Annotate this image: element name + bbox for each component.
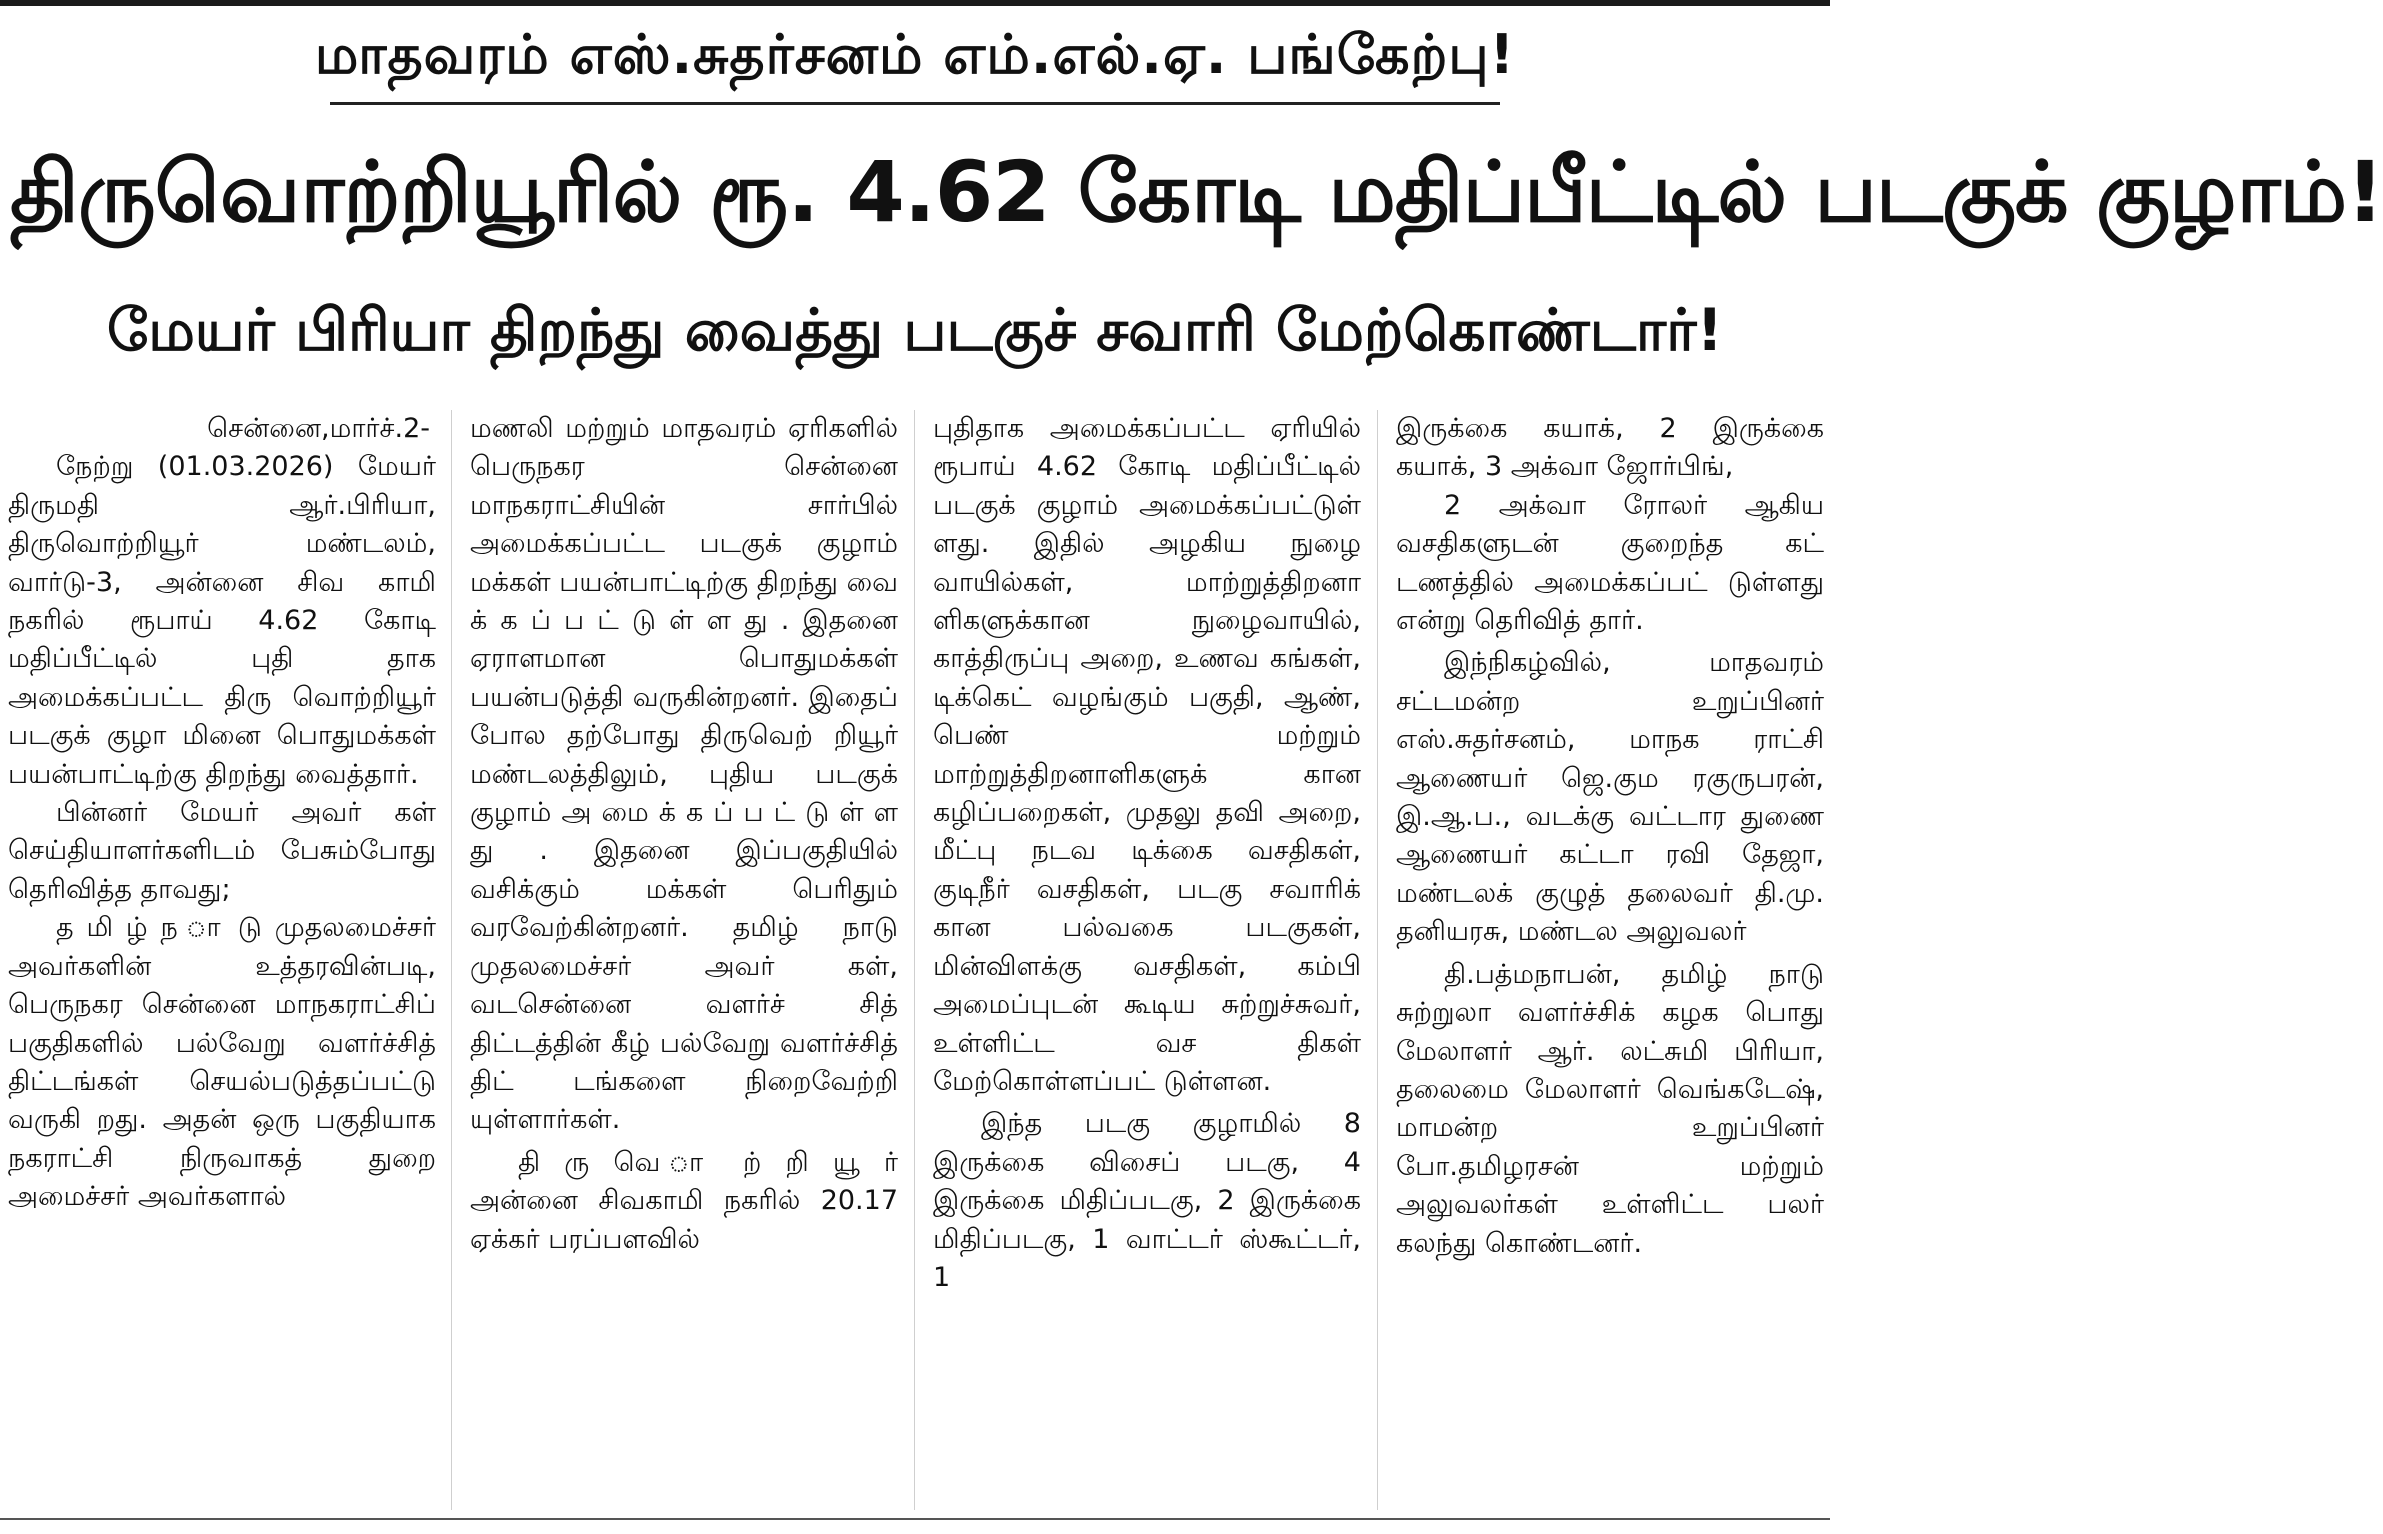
sub-headline: மேயர் பிரியா திறந்து வைத்து படகுச் சவாரி மேற்கொண்டார்! [107, 296, 1723, 364]
kicker-headline: மாதவரம் எஸ்.சுதர்சனம் எம்.எல்.ஏ. பங்கேற்பு! [314, 23, 1516, 86]
article-column-2 [470, 410, 898, 1510]
paragraph: 2 அக்வா ரோலர் ஆகிய வசதிகளுடன் குறைந்த கட் டணத்தில் அமைக்கப்பட் டுள்ளது என்று தெரிவித் தார். [1396, 489, 1824, 637]
paragraph: புதிதாக அமைக்கப்பட்ட ஏரியில் ரூபாய் 4.62 கோடி மதிப்பீட்டில் படகுக் குழாம் அமைக்கப்பட்டுள் ளது. இதில் அழகிய நுழை வாயில்கள், மாற்றுத்திறனா ளிகளுக்கான நுழைவாயில், காத்திருப்பு அறை, உணவ கங்கள், டிக்கெட் வழங்கும் பகுதி, ஆண், பெண் மற்றும் மாற்றுத்திறனாளிகளுக் கான கழிப்பறைகள், முதலு தவி அறை, மீட்பு நடவ டிக்கை வசதிகள், குடிநீர் வசதிகள், படகு சவாரிக் கான பல்வகை படகுகள், மின்விளக்கு வசதிகள், கம்பி அமைப்புடன் கூடிய சுற்றுச்சுவர், உள்ளிட்ட வச திகள் மேற்கொள்ளப்பட் டுள்ளன. [933, 413, 1361, 1097]
article-body [8, 410, 1824, 1510]
paragraph: பின்னர் மேயர் அவர் கள் செய்தியாளர்களிடம் பேசும்போது தெரிவித்த தாவது; [8, 797, 436, 905]
paragraph: தி ரு வெ ா ற் றி யூ ர் அன்னை சிவகாமி நகரில் 20.17 ஏக்கர் பரப்பளவில் [470, 1146, 898, 1255]
main-headline: திருவொற்றியூரில் ரூ. 4.62 கோடி மதிப்பீட்டில் படகுக் குழாம்! [10, 143, 2383, 241]
paragraph: இந்நிகழ்வில், மாதவரம் சட்டமன்ற உறுப்பினர் எஸ்.சுதர்சனம், மாநக ராட்சி ஆணையர் ஜெ.கும ரகுருபரன், இ.ஆ.ப., வடக்கு வட்டார துணை ஆணையர் கட்டா ரவி தேஜா, மண்டலக் குழுத் தலைவர் தி.மு. தனியரசு, மண்டல அலுவலர் [1396, 647, 1824, 948]
dateline: சென்னை,மார்ச்.2- [207, 413, 430, 444]
paragraph: இந்த படகு குழாமில் 8 இருக்கை விசைப் படகு, 4 இருக்கை மிதிப்படகு, 2 இருக்கை மிதிப்படகு, 1 வாட்டர் ஸ்கூட்டர், 1 [933, 1108, 1361, 1293]
article-column-4 [1396, 410, 1824, 1510]
paragraph: மணலி மற்றும் மாதவரம் ஏரிகளில் பெருநகர சென்னை மாநகராட்சியின் சார்பில் அமைக்கப்பட்ட படகுக் குழாம் மக்கள் பயன்பாட்டிற்கு திறந்து வை க் க ப் ப ட் டு ள் ள து . இதனை ஏராளமான பொதுமக்கள் பயன்படுத்தி வருகின்றனர். இதைப் போல தற்போது திருவெற் றியூர் மண்டலத்திலும், புதிய படகுக் குழாம் அ மை க் க ப் ப ட் டு ள் ள து . இதனை இப்பகுதியில் வசிக்கும் மக்கள் பெரிதும் வரவேற்கின்றனர். தமிழ் நாடு முதலமைச்சர் அவர் கள், வடசென்னை வளர்ச் சித் திட்டத்தின் கீழ் பல்வேறு வளர்ச்சித் திட் டங்களை நிறைவேற்றி யுள்ளார்கள். [470, 413, 898, 1136]
article-column-3 [933, 410, 1361, 1510]
bottom-border [0, 1518, 1830, 1520]
paragraph: தி.பத்மநாபன், தமிழ் நாடு சுற்றுலா வளர்ச்சிக் கழக பொது மேலாளர் ஆர். லட்சுமி பிரியா, தலைமை மேலாளர் வெங்கடேஷ், மாமன்ற உறுப்பினர் போ.தமிழரசன் மற்றும் அலுவலர்கள் உள்ளிட்ட பலர் கலந்து கொண்டனர். [1396, 958, 1824, 1259]
paragraph: நேற்று (01.03.2026) மேயர் திருமதி ஆர்.பிரியா, திருவொற்றியூர் மண்டலம், வார்டு-3, அன்னை சிவ காமி நகரில் ரூபாய் 4.62 கோடி மதிப்பீட்டில் புதி தாக அமைக்கப்பட்ட திரு வொற்றியூர் படகுக் குழா மினை பொதுமக்கள் பயன்பாட்டிற்கு திறந்து வைத்தார். [8, 451, 436, 790]
top-border [0, 0, 1830, 6]
paragraph: இருக்கை கயாக், 2 இருக்கை கயாக், 3 அக்வா ஜோர்பிங், [1396, 413, 1824, 483]
kicker-underline [330, 102, 1500, 105]
article-column-1 [8, 410, 436, 1510]
paragraph: த மி ழ் ந ா டு முதலமைச்சர் அவர்களின் உத்தரவின்படி, பெருநகர சென்னை மாநகராட்சிப் பகுதிகளில் பல்வேறு வளர்ச்சித் திட்டங்கள் செயல்படுத்தப்பட்டு வருகி றது. அதன் ஒரு பகுதியாக நகராட்சி நிருவாகத் துறை அமைச்சர் அவர்களால் [8, 912, 436, 1213]
